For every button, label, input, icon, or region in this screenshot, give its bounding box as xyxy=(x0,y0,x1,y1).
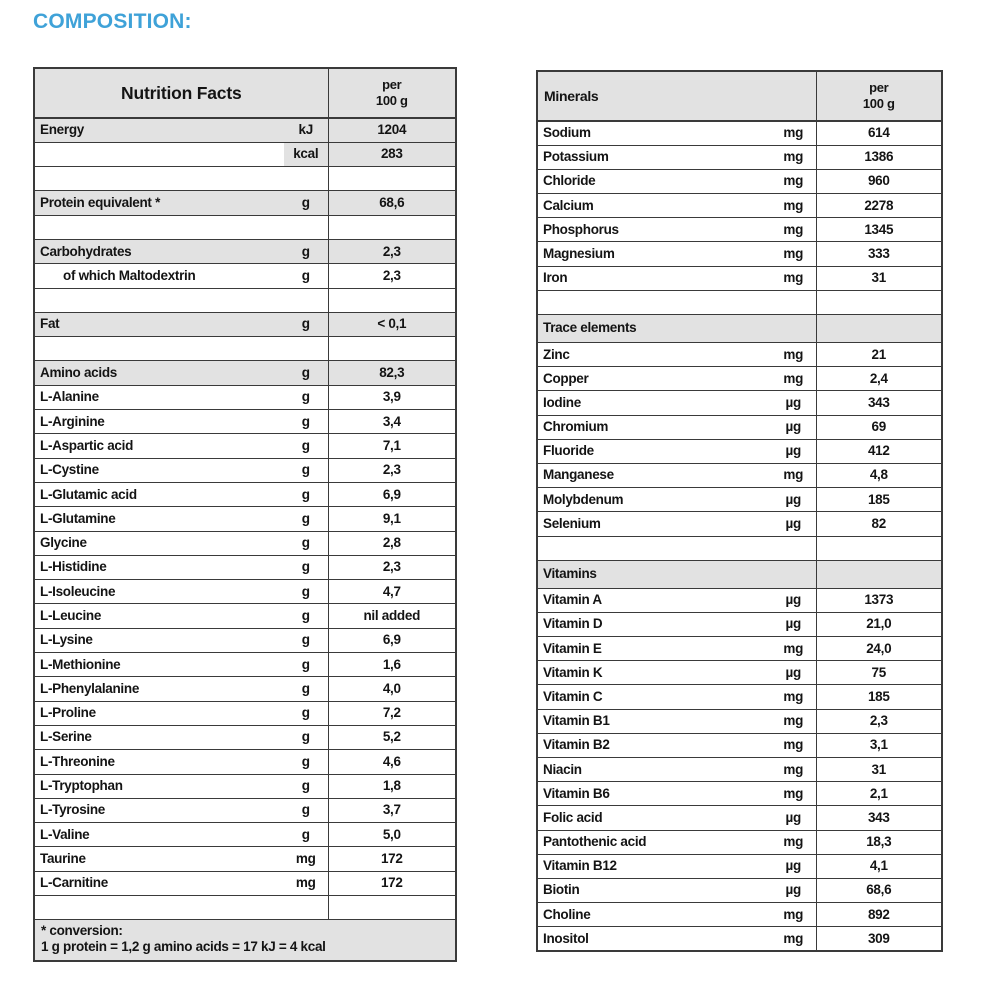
row-unit: mg xyxy=(771,709,816,733)
table-row xyxy=(34,798,456,822)
row-unit: mg xyxy=(771,266,816,290)
per-label: per xyxy=(382,76,402,92)
row-unit: mg xyxy=(771,927,816,951)
row-label: Vitamin C xyxy=(537,685,771,709)
row-unit: mg xyxy=(771,637,816,661)
row-value: 2,3 xyxy=(328,264,456,288)
spacer-label xyxy=(34,215,328,239)
table-row xyxy=(537,806,942,830)
table-row xyxy=(34,312,456,336)
row-unit: mg xyxy=(771,463,816,487)
row-label: Zinc xyxy=(537,343,771,367)
row-unit: g xyxy=(284,653,328,677)
minerals-vitamins-table xyxy=(536,70,943,952)
row-value: 9,1 xyxy=(328,507,456,531)
spacer-row xyxy=(537,536,942,560)
row-value: 24,0 xyxy=(816,637,942,661)
row-unit: g xyxy=(284,410,328,434)
row-unit: g xyxy=(284,191,328,215)
row-label: L-Arginine xyxy=(34,410,284,434)
spacer-value xyxy=(328,337,456,361)
table-row xyxy=(34,482,456,506)
row-unit: µg xyxy=(771,878,816,902)
row-unit: µg xyxy=(771,488,816,512)
row-unit: g xyxy=(284,823,328,847)
row-label: Selenium xyxy=(537,512,771,536)
table-row xyxy=(34,823,456,847)
table-row xyxy=(537,169,942,193)
row-value: 18,3 xyxy=(816,830,942,854)
row-value: 5,2 xyxy=(328,725,456,749)
row-value: < 0,1 xyxy=(328,312,456,336)
row-value: 172 xyxy=(328,847,456,871)
row-label: L-Cystine xyxy=(34,458,284,482)
row-label: L-Threonine xyxy=(34,750,284,774)
row-label: Potassium xyxy=(537,145,771,169)
table-row xyxy=(34,507,456,531)
row-value: 21 xyxy=(816,343,942,367)
table-header-row xyxy=(34,68,456,118)
table-row xyxy=(537,685,942,709)
table-row xyxy=(34,653,456,677)
row-value: 4,1 xyxy=(816,854,942,878)
row-unit: mg xyxy=(284,871,328,895)
table-row xyxy=(537,637,942,661)
row-label: Chloride xyxy=(537,169,771,193)
spacer-row xyxy=(34,215,456,239)
row-value: 4,8 xyxy=(816,463,942,487)
row-unit: mg xyxy=(771,343,816,367)
row-unit: mg xyxy=(771,758,816,782)
row-unit: g xyxy=(284,798,328,822)
per-amount-label: 100 g xyxy=(862,96,895,111)
row-value: 7,1 xyxy=(328,434,456,458)
row-label: Taurine xyxy=(34,847,284,871)
spacer-row xyxy=(537,290,942,314)
row-unit: mg xyxy=(771,218,816,242)
row-value: 1373 xyxy=(816,588,942,612)
row-value: 1,8 xyxy=(328,774,456,798)
row-value: 1386 xyxy=(816,145,942,169)
table-row xyxy=(537,415,942,439)
row-unit: g xyxy=(284,774,328,798)
table-row xyxy=(537,854,942,878)
page-title: COMPOSITION: xyxy=(33,10,192,33)
row-label: L-Glutamine xyxy=(34,507,284,531)
row-value: 172 xyxy=(328,871,456,895)
table-row xyxy=(537,121,942,145)
row-value: 343 xyxy=(816,391,942,415)
row-value: 82,3 xyxy=(328,361,456,385)
table-row xyxy=(34,361,456,385)
row-unit: mg xyxy=(771,733,816,757)
spacer-label xyxy=(537,536,816,560)
row-value: 2,8 xyxy=(328,531,456,555)
footnote-line: * conversion: xyxy=(41,923,123,939)
row-unit: g xyxy=(284,604,328,628)
table-row xyxy=(34,628,456,652)
row-value: 333 xyxy=(816,242,942,266)
section-value xyxy=(816,560,942,588)
row-unit: g xyxy=(284,725,328,749)
table-row xyxy=(537,194,942,218)
row-label: Vitamin B12 xyxy=(537,854,771,878)
table-row xyxy=(34,142,456,166)
table-row xyxy=(537,612,942,636)
row-label: Inositol xyxy=(537,927,771,951)
table-row xyxy=(34,701,456,725)
spacer-label xyxy=(34,896,328,920)
row-value: 6,9 xyxy=(328,482,456,506)
footnote-cell xyxy=(34,920,456,961)
row-value: 82 xyxy=(816,512,942,536)
row-label: Phosphorus xyxy=(537,218,771,242)
table-row xyxy=(537,439,942,463)
row-unit: g xyxy=(284,312,328,336)
nutrition-facts-title: Nutrition Facts xyxy=(34,68,328,118)
spacer-label xyxy=(34,167,328,191)
spacer-row xyxy=(34,288,456,312)
row-unit: g xyxy=(284,482,328,506)
row-label: Pantothenic acid xyxy=(537,830,771,854)
table-row xyxy=(537,343,942,367)
row-unit: mg xyxy=(771,830,816,854)
spacer-value xyxy=(328,167,456,191)
row-unit: µg xyxy=(771,439,816,463)
table-row xyxy=(34,458,456,482)
table-row xyxy=(537,782,942,806)
section-value xyxy=(816,315,942,343)
footnote-line: 1 g protein = 1,2 g amino acids = 17 kJ = 4 kcal xyxy=(41,939,326,955)
table-row xyxy=(34,847,456,871)
row-label xyxy=(34,142,284,166)
row-unit: µg xyxy=(771,391,816,415)
row-unit: g xyxy=(284,361,328,385)
row-value: 31 xyxy=(816,266,942,290)
row-value: 614 xyxy=(816,121,942,145)
row-unit: µg xyxy=(771,661,816,685)
row-label: Molybdenum xyxy=(537,488,771,512)
row-label: of which Maltodextrin xyxy=(34,264,284,288)
row-label: L-Leucine xyxy=(34,604,284,628)
spacer-row xyxy=(34,167,456,191)
row-unit: g xyxy=(284,458,328,482)
row-unit: kcal xyxy=(284,142,328,166)
row-label: Manganese xyxy=(537,463,771,487)
row-value: 283 xyxy=(328,142,456,166)
row-unit: µg xyxy=(771,512,816,536)
row-unit: g xyxy=(284,385,328,409)
row-value: 69 xyxy=(816,415,942,439)
table-row xyxy=(34,385,456,409)
table-row xyxy=(34,774,456,798)
row-value: 2278 xyxy=(816,194,942,218)
row-label: L-Serine xyxy=(34,725,284,749)
spacer-label xyxy=(34,288,328,312)
row-unit: g xyxy=(284,750,328,774)
row-unit: µg xyxy=(771,854,816,878)
table-row xyxy=(537,903,942,927)
row-label: Vitamin E xyxy=(537,637,771,661)
row-label: Energy xyxy=(34,118,284,142)
row-label: Vitamin D xyxy=(537,612,771,636)
spacer-value xyxy=(328,215,456,239)
row-value: 3,1 xyxy=(816,733,942,757)
per-100g-column-header xyxy=(328,68,456,118)
row-unit: mg xyxy=(771,194,816,218)
row-label: Amino acids xyxy=(34,361,284,385)
spacer-value xyxy=(328,288,456,312)
table-row xyxy=(537,709,942,733)
row-unit: µg xyxy=(771,588,816,612)
row-value: 2,4 xyxy=(816,367,942,391)
table-row xyxy=(537,733,942,757)
minerals-title: Minerals xyxy=(537,71,816,121)
table-header-row xyxy=(537,71,942,121)
row-unit: mg xyxy=(771,367,816,391)
table-row xyxy=(537,463,942,487)
row-label: Fat xyxy=(34,312,284,336)
table-row xyxy=(537,661,942,685)
row-label: Iron xyxy=(537,266,771,290)
table-row xyxy=(34,531,456,555)
table-row xyxy=(34,434,456,458)
row-label: Choline xyxy=(537,903,771,927)
per-amount-label: 100 g xyxy=(375,93,408,108)
row-label: Vitamin B1 xyxy=(537,709,771,733)
row-unit: mg xyxy=(284,847,328,871)
row-label: L-Isoleucine xyxy=(34,580,284,604)
spacer-label xyxy=(34,337,328,361)
table-row xyxy=(537,218,942,242)
spacer-value xyxy=(816,536,942,560)
table-row xyxy=(34,580,456,604)
row-value: 960 xyxy=(816,169,942,193)
row-value: 68,6 xyxy=(816,878,942,902)
row-unit: mg xyxy=(771,169,816,193)
row-unit: mg xyxy=(771,685,816,709)
row-value: 343 xyxy=(816,806,942,830)
row-unit: g xyxy=(284,555,328,579)
row-label: Vitamin A xyxy=(537,588,771,612)
table-row xyxy=(34,118,456,142)
row-value: 5,0 xyxy=(328,823,456,847)
row-label: Fluoride xyxy=(537,439,771,463)
footnote-row xyxy=(34,920,456,961)
spacer-row xyxy=(34,337,456,361)
row-value: 75 xyxy=(816,661,942,685)
row-value: 6,9 xyxy=(328,628,456,652)
row-value: 412 xyxy=(816,439,942,463)
row-unit: mg xyxy=(771,782,816,806)
row-label: Biotin xyxy=(537,878,771,902)
table-row xyxy=(537,145,942,169)
row-value: 68,6 xyxy=(328,191,456,215)
per-label: per xyxy=(869,79,889,95)
row-unit: g xyxy=(284,677,328,701)
row-value: 3,7 xyxy=(328,798,456,822)
row-value: 892 xyxy=(816,903,942,927)
nutrition-facts-body xyxy=(34,118,456,961)
row-value: 2,3 xyxy=(328,239,456,263)
table-row xyxy=(537,830,942,854)
row-value: nil added xyxy=(328,604,456,628)
row-label: L-Proline xyxy=(34,701,284,725)
row-label: L-Lysine xyxy=(34,628,284,652)
row-value: 31 xyxy=(816,758,942,782)
row-label: Carbohydrates xyxy=(34,239,284,263)
row-unit: mg xyxy=(771,121,816,145)
row-unit: g xyxy=(284,434,328,458)
row-unit: µg xyxy=(771,415,816,439)
row-unit: kJ xyxy=(284,118,328,142)
row-label: L-Valine xyxy=(34,823,284,847)
row-unit: mg xyxy=(771,242,816,266)
row-label: L-Carnitine xyxy=(34,871,284,895)
row-value: 2,3 xyxy=(816,709,942,733)
row-label: L-Methionine xyxy=(34,653,284,677)
section-title: Trace elements xyxy=(537,315,816,343)
row-unit: g xyxy=(284,507,328,531)
row-label: L-Glutamic acid xyxy=(34,482,284,506)
row-value: 2,3 xyxy=(328,555,456,579)
table-row xyxy=(537,588,942,612)
row-value: 1345 xyxy=(816,218,942,242)
spacer-label xyxy=(537,290,816,314)
row-label: L-Phenylalanine xyxy=(34,677,284,701)
row-label: Iodine xyxy=(537,391,771,415)
row-label: Magnesium xyxy=(537,242,771,266)
row-unit: g xyxy=(284,531,328,555)
spacer-row xyxy=(34,896,456,920)
row-label: Vitamin B6 xyxy=(537,782,771,806)
row-value: 185 xyxy=(816,488,942,512)
row-label: Vitamin B2 xyxy=(537,733,771,757)
table-row xyxy=(34,725,456,749)
row-unit: g xyxy=(284,628,328,652)
section-header-row xyxy=(537,560,942,588)
table-row xyxy=(34,750,456,774)
row-value: 2,1 xyxy=(816,782,942,806)
row-label: L-Histidine xyxy=(34,555,284,579)
row-value: 3,9 xyxy=(328,385,456,409)
row-value: 21,0 xyxy=(816,612,942,636)
row-value: 309 xyxy=(816,927,942,951)
row-value: 185 xyxy=(816,685,942,709)
row-label: Sodium xyxy=(537,121,771,145)
row-value: 4,6 xyxy=(328,750,456,774)
table-row xyxy=(34,264,456,288)
row-value: 2,3 xyxy=(328,458,456,482)
row-value: 1,6 xyxy=(328,653,456,677)
table-row xyxy=(34,410,456,434)
row-label: Glycine xyxy=(34,531,284,555)
row-label: L-Alanine xyxy=(34,385,284,409)
row-value: 4,0 xyxy=(328,677,456,701)
row-unit: µg xyxy=(771,806,816,830)
table-row xyxy=(537,878,942,902)
table-row xyxy=(537,758,942,782)
row-unit: g xyxy=(284,239,328,263)
row-label: Folic acid xyxy=(537,806,771,830)
row-label: Copper xyxy=(537,367,771,391)
table-row xyxy=(34,871,456,895)
row-label: L-Aspartic acid xyxy=(34,434,284,458)
section-title: Vitamins xyxy=(537,560,816,588)
minerals-vitamins-body xyxy=(537,121,942,951)
row-value: 3,4 xyxy=(328,410,456,434)
table-row xyxy=(537,391,942,415)
table-row xyxy=(34,239,456,263)
row-label: Chromium xyxy=(537,415,771,439)
per-100g-column-header xyxy=(816,71,942,121)
row-value: 7,2 xyxy=(328,701,456,725)
row-unit: g xyxy=(284,264,328,288)
row-unit: g xyxy=(284,580,328,604)
row-value: 4,7 xyxy=(328,580,456,604)
table-row xyxy=(34,191,456,215)
table-row xyxy=(537,927,942,951)
row-unit: mg xyxy=(771,903,816,927)
section-header-row xyxy=(537,315,942,343)
spacer-value xyxy=(328,896,456,920)
table-row xyxy=(537,512,942,536)
table-row xyxy=(537,266,942,290)
row-value: 1204 xyxy=(328,118,456,142)
row-unit: g xyxy=(284,701,328,725)
row-label: Calcium xyxy=(537,194,771,218)
row-unit: mg xyxy=(771,145,816,169)
nutrition-facts-table xyxy=(33,67,457,962)
table-row xyxy=(537,242,942,266)
row-unit: µg xyxy=(771,612,816,636)
table-row xyxy=(537,488,942,512)
table-row xyxy=(34,677,456,701)
table-row xyxy=(537,367,942,391)
table-row xyxy=(34,555,456,579)
spacer-value xyxy=(816,290,942,314)
row-label: Vitamin K xyxy=(537,661,771,685)
row-label: Protein equivalent * xyxy=(34,191,284,215)
row-label: L-Tyrosine xyxy=(34,798,284,822)
row-label: Niacin xyxy=(537,758,771,782)
table-row xyxy=(34,604,456,628)
row-label: L-Tryptophan xyxy=(34,774,284,798)
